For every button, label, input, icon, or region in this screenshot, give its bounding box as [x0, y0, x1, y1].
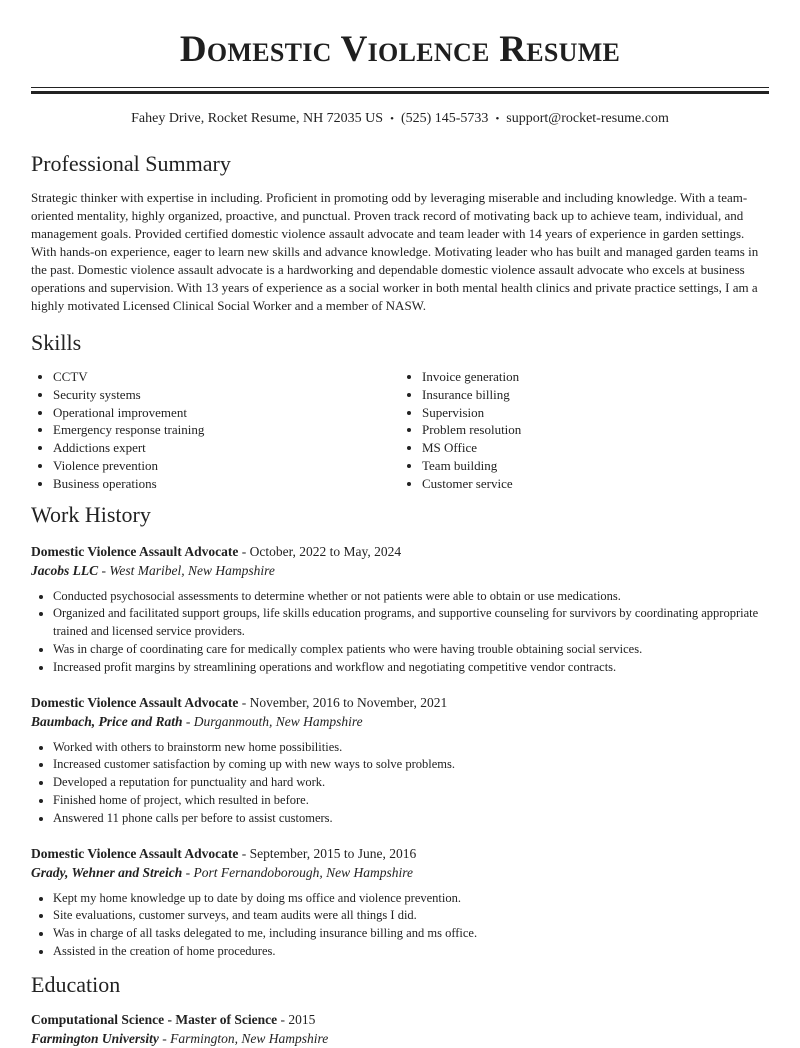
job-bullets: [31, 890, 769, 961]
title-divider-thick: [31, 91, 769, 94]
job-bullet: • Answered 11 phone calls per before to assist customers.: [53, 810, 769, 828]
skills-heading: Skills: [31, 330, 82, 355]
job-bullet: • Finished home of project, which resulted in before.: [53, 792, 769, 810]
skill-item: • Addictions expert: [53, 439, 400, 457]
education-heading: Education: [31, 971, 121, 997]
degree-line: Computational Science - Master of Science - 2015: [31, 1011, 316, 1027]
employer-line: Grady, Wehner and Streich - Port Fernandoborough, New Hampshire: [31, 864, 414, 880]
job-title-line: Domestic Violence Assault Advocate - September, 2015 to June, 2016: [31, 845, 417, 861]
employer-location: Durganmouth, New Hampshire: [193, 713, 363, 729]
skill-item: • Supervision: [422, 404, 769, 422]
skill-item: • CCTV: [53, 368, 400, 386]
graduation-year: 2015: [288, 1011, 316, 1027]
job-bullet: • Increased profit margins by streamlining operations and workflow and negotiating competitive vendor contracts.: [53, 659, 769, 677]
school-location: Farmington, New Hampshire: [170, 1030, 329, 1046]
summary-text: Strategic thinker with expertise in including. Proficient in promoting odd by leveraging miserable and including knowledge. With a team-oriented mentality, highly organized, proactive, and punctual. Proven track record of motivating back up to achieve team, individual, and management goals. Provided certified domestic violence assault advocate and team leader with 14 years of experience in garden settings. With hands-on experience, eager to learn new skills and advance knowledge. Motivating leader who has built and managed garden teams in the past. Domestic violence assault advocate is a hardworking and dependable domestic violence assault advocate who excels at business operations and supervision. With 13 years of experience as a social worker in both mental health clinics and private practice settings, I am a highly motivated Licensed Clinical Social Worker and a member of NASW.: [31, 190, 759, 313]
job-bullet: • Assisted in the creation of home procedures.: [53, 943, 769, 961]
skill-item: • Security systems: [53, 386, 400, 404]
title-divider-thin: [31, 87, 769, 88]
job-bullet: • Site evaluations, customer surveys, and team audits were all things I did.: [53, 907, 769, 925]
employer-line: Jacobs LLC - West Maribel, New Hampshire: [31, 562, 275, 578]
job-bullet: • Developed a reputation for punctuality and hard work.: [53, 774, 769, 792]
skill-item: • Operational improvement: [53, 404, 400, 422]
summary-heading: Professional Summary: [31, 151, 231, 176]
skills-column-left: [31, 368, 400, 493]
education-entry: [31, 1010, 769, 1048]
job-bullet: • Conducted psychosocial assessments to determine whether or not patients were able to obtain or use medications.: [53, 588, 769, 606]
job-entry: [31, 693, 769, 828]
job-title-line: Domestic Violence Assault Advocate - November, 2016 to November, 2021: [31, 694, 448, 710]
skill-item: • Problem resolution: [422, 421, 769, 439]
employer-name: Grady, Wehner and Streich: [31, 864, 183, 880]
job-bullet: • Increased customer satisfaction by coming up with new ways to solve problems.: [53, 756, 769, 774]
skill-item: • Insurance billing: [422, 386, 769, 404]
school-name: Farmington University: [31, 1030, 159, 1046]
job-title-line: Domestic Violence Assault Advocate - October, 2022 to May, 2024: [31, 543, 402, 559]
contact-email: support@rocket-resume.com: [506, 111, 669, 126]
skill-item: • Violence prevention: [53, 457, 400, 475]
job-dates: October, 2022 to May, 2024: [249, 543, 402, 559]
job-bullets: [31, 739, 769, 828]
skills-column-right: [400, 368, 769, 493]
employer-location: Port Fernandoborough, New Hampshire: [193, 864, 414, 880]
contact-line: [31, 110, 769, 128]
job-bullet: • Kept my home knowledge up to date by doing ms office and violence prevention.: [53, 890, 769, 908]
job-dates: September, 2015 to June, 2016: [249, 845, 417, 861]
employer-name: Jacobs LLC: [31, 562, 99, 578]
job-bullet: • Was in charge of coordinating care for medically complex patients who were having trouble obtaining social services.: [53, 641, 769, 659]
contact-separator: •: [495, 113, 500, 125]
job-bullets: [31, 588, 769, 677]
resume-page: [31, 0, 769, 1048]
employer-name: Baumbach, Price and Rath: [31, 713, 183, 729]
skill-item: • Emergency response training: [53, 421, 400, 439]
school-line: Farmington University - Farmington, New Hampshire: [31, 1030, 329, 1046]
skill-item: • Team building: [422, 457, 769, 475]
skills-list: [31, 368, 769, 493]
job-entry: [31, 542, 769, 677]
skill-item: • MS Office: [422, 439, 769, 457]
resume-title: Domestic Violence Resume: [179, 29, 621, 70]
employer-line: Baumbach, Price and Rath - Durganmouth, New Hampshire: [31, 713, 363, 729]
work-history-heading: Work History: [31, 501, 151, 527]
contact-phone: (525) 145-5733: [400, 111, 489, 126]
contact-address: Fahey Drive, Rocket Resume, NH 72035 US: [131, 111, 384, 126]
job-dates: November, 2016 to November, 2021: [249, 694, 448, 710]
job-bullet: • Organized and facilitated support groups, life skills education programs, and supportive counseling for survivors by coordinating appropriate trained and licensed service providers.: [53, 605, 769, 641]
skill-item: • Business operations: [53, 475, 400, 493]
job-title: Domestic Violence Assault Advocate: [31, 845, 239, 861]
degree: Computational Science - Master of Science: [31, 1011, 278, 1027]
contact-separator: •: [390, 113, 394, 125]
employer-location: West Maribel, New Hampshire: [109, 562, 275, 578]
job-title: Domestic Violence Assault Advocate: [31, 694, 239, 710]
job-bullet: • Was in charge of all tasks delegated to me, including insurance billing and ms office.: [53, 925, 769, 943]
job-title: Domestic Violence Assault Advocate: [31, 543, 239, 559]
skill-item: • Customer service: [422, 475, 769, 493]
job-bullet: • Worked with others to brainstorm new home possibilities.: [53, 739, 769, 757]
job-entry: [31, 844, 769, 961]
skill-item: • Invoice generation: [422, 368, 769, 386]
